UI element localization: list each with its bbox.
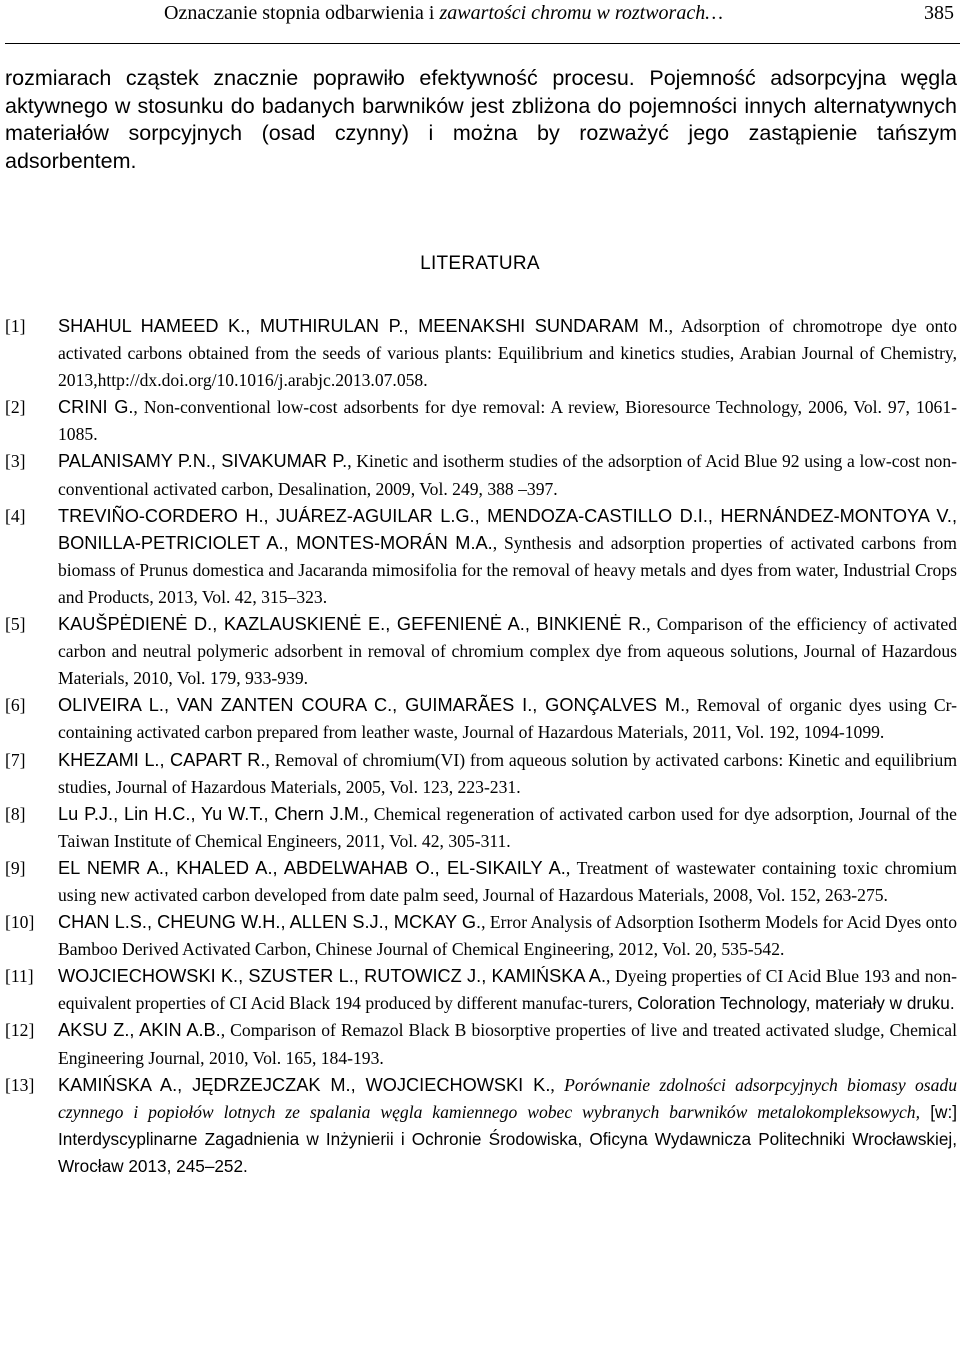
reference-authors: TREVIÑO-CORDERO H., JUÁREZ-AGUILAR L.G., MENDOZA-CASTILLO D.I., HERNÁNDEZ-MONTOYA V., BONILLA-PETRICIOLET A., MONTES-MORÁN M.A. (58, 505, 957, 553)
header-title-plain: Oznaczanie stopnia odbarwienia i (164, 2, 440, 24)
reference-text: , Comparison of Remazol Black B biosorptive properties of live and treated activated sludge, Chemical Engineering Journal, 2010, Vol. 165, 184-193. (58, 1020, 957, 1068)
reference-item (5, 747, 957, 801)
reference-item (5, 448, 957, 502)
reference-text: , Chemical regeneration of activated carbon used for dye adsorption, Journal of the Taiwan Institute of Chemical Engineers, 2011, Vol. 42, 305-311. (58, 803, 957, 851)
reference-item (5, 1017, 957, 1071)
reference-item (5, 909, 957, 963)
reference-number: [13] (5, 1074, 35, 1095)
intro-paragraph: rozmiarach cząstek znacznie poprawiło efektywność procesu. Pojemność adsorpcyjna węgla aktywnego w stosunku do badanych barwników jest zbliżona do pojemności innych alternatywnych materiałów sorpcyjnych (osad czynny) i można by rozważyć jego zastąpienie tańszym adsorbentem. (5, 66, 957, 173)
reference-item (5, 855, 957, 909)
running-header-title (164, 2, 723, 25)
reference-text: , (550, 1074, 565, 1095)
reference-authors: Lu P.J., Lin H.C., Yu W.T., Chern J.M. (58, 803, 365, 824)
reference-text: , Dyeing properties of CI Acid Blue 193 and non-equivalent properties of CI Acid Black 194 produced by different manufac-turers, (58, 966, 957, 1014)
reference-authors: AKSU Z., AKIN A.B. (58, 1020, 221, 1041)
reference-number: [9] (5, 857, 26, 878)
reference-text: , Kinetic and isotherm studies of the adsorption of Acid Blue 92 using a low-cost non-conventional activated carbon, Desalination, 2009, Vol. 249, 388 –397. (58, 451, 957, 499)
reference-number: [7] (5, 749, 26, 770)
reference-item (5, 692, 957, 746)
header-rule (5, 43, 960, 44)
reference-number: [10] (5, 912, 35, 933)
reference-text-tail: Coloration Technology, materiały w druku. (637, 993, 955, 1014)
reference-text: , Comparison of the efficiency of activated carbon and neutral polymeric adsorbent in removal of chromium complex dye from aqueous solutions, Journal of Hazardous Materials, 2010, Vol. 179, 933-939. (58, 614, 957, 689)
reference-number: [8] (5, 803, 26, 824)
reference-list (5, 313, 957, 1180)
reference-text: , Adsorption of chromotrope dye onto activated carbons obtained from the seeds of various plants: Equilibrium and kinetics studies, Arabian Journal of Chemistry, 2013,http://dx.doi.org/10.1016/j.arabjc.2013.07.058. (58, 316, 957, 391)
reference-italic-title: Porównanie zdolności adsorpcyjnych biomasy osadu czynnego i popiołów lotnych ze spalania węgla kamiennego wobec wybranych barwników metalokompleksowych, (58, 1074, 958, 1122)
reference-authors: KHEZAMI L., CAPART R. (58, 749, 266, 770)
reference-number: [5] (5, 614, 26, 635)
reference-authors: OLIVEIRA L., VAN ZANTEN COURA C., GUIMARÃES I., GONÇALVES M. (58, 695, 686, 716)
reference-number: [3] (5, 451, 26, 472)
literature-heading: LITERATURA (420, 253, 540, 274)
reference-number: [4] (5, 505, 26, 526)
running-header (0, 0, 960, 40)
reference-authors: PALANISAMY P.N., SIVAKUMAR P. (58, 451, 348, 472)
reference-item (5, 313, 957, 394)
reference-item (5, 503, 957, 611)
reference-item (5, 1072, 957, 1180)
reference-number: [6] (5, 695, 26, 716)
reference-authors: KAUŠPĖDIENĖ D., KAZLAUSKIENĖ E., GEFENIENĖ A., BINKIENĖ R. (58, 614, 647, 635)
reference-authors: WOJCIECHOWSKI K., SZUSTER L., RUTOWICZ J., KAMIŃSKA A. (58, 966, 606, 987)
reference-item (5, 611, 957, 692)
reference-text: , Non-conventional low-cost adsorbents for dye removal: A review, Bioresource Technology, 2006, Vol. 97, 1061-1085. (58, 397, 957, 445)
reference-text-tail: [w:] Interdyscyplinarne Zagadnienia w Inżynierii i Ochronie Środowiska, Oficyna Wydawnicza Politechniki Wrocławskiej, Wrocław 2013, 245–252. (58, 1101, 958, 1176)
reference-text: , Synthesis and adsorption properties of activated carbons from biomass of Prunus domestica and Jacaranda mimosifolia for the removal of heavy metals and dyes from water, Industrial Crops and Products, 2013, Vol. 42, 315–323. (58, 532, 957, 607)
reference-number: [1] (5, 316, 26, 336)
reference-number: [2] (5, 397, 26, 418)
reference-authors: CHAN L.S., CHEUNG W.H., ALLEN S.J., MCKAY G. (58, 912, 482, 933)
reference-text: , Removal of organic dyes using Cr-containing activated carbon prepared from leather waste, Journal of Hazardous Materials, 2011, Vol. 192, 1094-1099. (58, 695, 957, 743)
reference-text: , Removal of chromium(VI) from aqueous solution by activated carbons: Kinetic and equilibrium studies, Journal of Hazardous Materials, 2005, Vol. 123, 223-231. (58, 749, 958, 797)
reference-authors: EL NEMR A., KHALED A., ABDELWAHAB O., EL-SIKAILY A. (58, 857, 566, 878)
reference-authors: KAMIŃSKA A., JĘDRZEJCZAK M., WOJCIECHOWSKI K. (58, 1074, 551, 1095)
reference-text: , Error Analysis of Adsorption Isotherm Models for Acid Dyes onto Bamboo Derived Activated Carbon, Chinese Journal of Chemical Engineering, 2012, Vol. 20, 535-542. (58, 912, 957, 960)
header-title-italic: zawartości chromu w roztworach… (439, 2, 723, 24)
reference-number: [11] (5, 966, 34, 987)
reference-authors: SHAHUL HAMEED K., MUTHIRULAN P., MEENAKSHI SUNDARAM M. (58, 316, 669, 336)
reference-text: , Treatment of wastewater containing toxic chromium using new activated carbon developed from date palm seed, Journal of Hazardous Materials, 2008, Vol. 152, 263-275. (58, 857, 957, 905)
reference-authors: CRINI G. (58, 397, 134, 418)
reference-number: [12] (5, 1020, 35, 1041)
reference-item (5, 801, 957, 855)
reference-item (5, 394, 957, 448)
page-number: 385 (924, 2, 954, 24)
reference-item (5, 963, 957, 1017)
